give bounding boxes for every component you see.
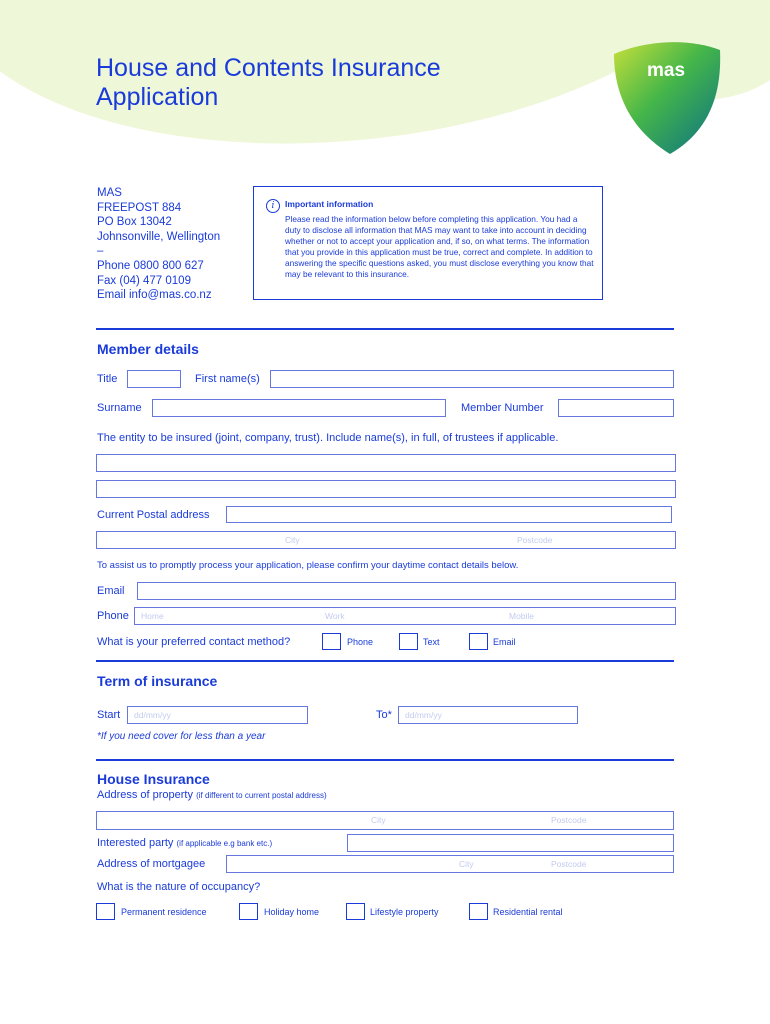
occupancy-holiday-label: Holiday home xyxy=(264,907,320,917)
property-address-hint: (if different to current postal address) xyxy=(196,791,327,800)
phone-input[interactable] xyxy=(134,607,676,625)
mortgagee-address-label: Address of mortgagee xyxy=(97,858,206,870)
contact-phone-label: Phone xyxy=(347,637,374,647)
term-heading: Term of insurance xyxy=(97,673,218,689)
contact-phone-checkbox[interactable] xyxy=(322,633,341,650)
occupancy-lifestyle-checkbox[interactable] xyxy=(346,903,365,920)
page-title: House and Contents Insurance Application xyxy=(96,54,441,111)
mailing-address: MAS FREEPOST 884 PO Box 13042 Johnsonville, Wellington – Phone 0800 800 627 Fax (04) 477 0109 Email info@mas.co.nz xyxy=(97,187,221,302)
contact-method-label: What is your preferred contact method? xyxy=(97,636,291,648)
surname-label: Surname xyxy=(97,402,142,414)
section-divider xyxy=(96,328,674,330)
term-note: *If you need cover for less than a year xyxy=(97,731,266,742)
occupancy-permanent-label: Permanent residence xyxy=(121,907,207,917)
house-insurance-heading: House Insurance xyxy=(97,771,210,787)
occupancy-rental-checkbox[interactable] xyxy=(469,903,488,920)
logo-text: mas xyxy=(646,60,686,81)
contact-text-label: Text xyxy=(423,637,440,647)
assist-text: To assist us to promptly process your application, please confirm your daytime contact details below. xyxy=(97,560,519,571)
important-information-title: Important information xyxy=(285,199,374,209)
occupancy-permanent-checkbox[interactable] xyxy=(96,903,115,920)
start-date-input[interactable] xyxy=(127,706,308,724)
occupancy-label: What is the nature of occupancy? xyxy=(97,881,261,893)
entity-input-line2[interactable] xyxy=(96,480,676,498)
mortgagee-postcode-placeholder: Postcode xyxy=(551,859,587,869)
title-input[interactable] xyxy=(127,370,181,388)
to-label: To* xyxy=(376,709,392,721)
first-names-label: First name(s) xyxy=(195,373,260,385)
important-information-box xyxy=(253,186,603,300)
email-input[interactable] xyxy=(137,582,676,600)
interested-party-input[interactable] xyxy=(347,834,674,852)
contact-text-checkbox[interactable] xyxy=(399,633,418,650)
email-label: Email xyxy=(97,585,125,597)
first-names-input[interactable] xyxy=(270,370,674,388)
property-postcode-placeholder: Postcode xyxy=(551,815,587,825)
section-divider xyxy=(96,660,674,662)
contact-email-checkbox[interactable] xyxy=(469,633,488,650)
end-date-placeholder: dd/mm/yy xyxy=(405,710,442,720)
property-address-label: Address of property (if different to current postal address) xyxy=(97,789,327,801)
occupancy-rental-label: Residential rental xyxy=(493,907,563,917)
start-label: Start xyxy=(97,709,121,721)
section-divider xyxy=(96,759,674,761)
phone-work-placeholder: Work xyxy=(325,611,345,621)
info-icon: i xyxy=(266,199,280,213)
contact-email-label: Email xyxy=(493,637,516,647)
interested-party-label: Interested party (if applicable e.g bank etc.) xyxy=(97,837,273,849)
important-information-body: Please read the information below before completing this application. You had a duty to disclose all information that MAS may want to take into account in deciding whether or not to accept your application and, if so, on what terms. The information that you provide in this application must be true, correct and complete. In addition to answering the specific questions asked, you must disclose everything you know that may be relevant to this insurance. xyxy=(285,214,594,279)
member-details-heading: Member details xyxy=(97,341,199,357)
shield-logo-icon xyxy=(608,36,726,156)
entity-input-line1[interactable] xyxy=(96,454,676,472)
postcode-placeholder: Postcode xyxy=(517,535,553,545)
member-number-label: Member Number xyxy=(461,402,544,414)
entity-label: The entity to be insured (joint, company, trust). Include name(s), in full, of trustees if applicable. xyxy=(97,432,559,444)
occupancy-holiday-checkbox[interactable] xyxy=(239,903,258,920)
property-address-input[interactable] xyxy=(96,811,674,830)
surname-input[interactable] xyxy=(152,399,446,417)
occupancy-lifestyle-label: Lifestyle property xyxy=(370,907,439,917)
end-date-input[interactable] xyxy=(398,706,578,724)
phone-home-placeholder: Home xyxy=(141,611,164,621)
phone-mobile-placeholder: Mobile xyxy=(509,611,535,621)
mortgagee-city-placeholder: City xyxy=(459,859,474,869)
phone-label: Phone xyxy=(97,610,129,622)
postal-city-postcode-input[interactable] xyxy=(96,531,676,549)
property-city-placeholder: City xyxy=(371,815,386,825)
title-label: Title xyxy=(97,373,118,385)
postal-address-label: Current Postal address xyxy=(97,509,210,521)
postal-address-input[interactable] xyxy=(226,506,672,523)
city-placeholder: City xyxy=(285,535,300,545)
mortgagee-address-input[interactable] xyxy=(226,855,674,873)
interested-party-hint: (if applicable e.g bank etc.) xyxy=(176,839,273,848)
start-date-placeholder: dd/mm/yy xyxy=(134,710,171,720)
member-number-input[interactable] xyxy=(558,399,674,417)
mas-logo xyxy=(608,36,726,156)
